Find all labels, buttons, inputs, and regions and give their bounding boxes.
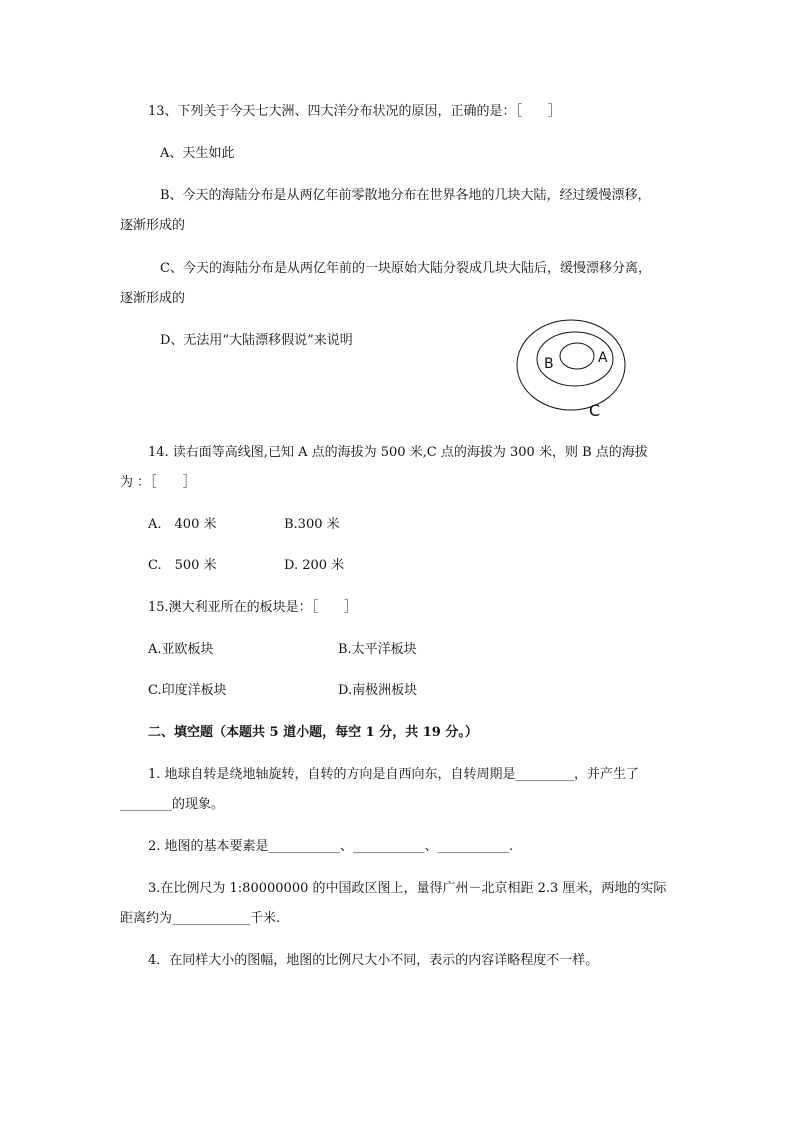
- q13-option-c-line2: 逐渐形成的: [120, 291, 186, 306]
- contour-diagram: [515, 318, 635, 428]
- q15-option-a: A.亚欧板块: [148, 642, 214, 657]
- fill2: 2. 地图的基本要素是___________、___________、___________.: [148, 839, 514, 854]
- fill1-line1: 1. 地球自转是绕地轴旋转，自转的方向是自西向东，自转周期是_________，并产生了: [148, 767, 640, 782]
- fill4: 4．在同样大小的图幅，地图的比例尺大小不同，表示的内容详略程度不一样。: [148, 953, 599, 968]
- q14-option-d: D. 200 米: [284, 558, 345, 573]
- q15-option-d: D.南极洲板块: [338, 683, 418, 698]
- q13-option-d: D、无法用“大陆漂移假说”来说明: [160, 333, 353, 348]
- contour-inner: [560, 343, 594, 369]
- fill3-line1: 3.在比例尺为 1:80000000 的中国政区图上，量得广州－北京相距 2.3 厘米，两地的实际: [148, 881, 667, 896]
- q13-option-a: A、天生如此: [160, 146, 235, 161]
- fill1-line2: ________的现象。: [120, 797, 225, 812]
- q14-option-c: C. 500 米: [148, 558, 217, 573]
- q15-stem: 15.澳大利亚所在的板块是：［ ］: [148, 600, 358, 615]
- q14-stem-line2: 为 ：［ ］: [120, 475, 196, 490]
- label-c: C: [589, 401, 601, 420]
- q14-stem-line1: 14. 读右面等高线图,已知 A 点的海拔为 500 米,C 点的海拔为 300 米，则 B 点的海拔: [148, 445, 648, 460]
- q13-option-c-line1: C、今天的海陆分布是从两亿年前的一块原始大陆分裂成几块大陆后，缓慢漂移分离，: [160, 261, 651, 276]
- contour-outer: [517, 320, 625, 410]
- label-a: A: [598, 350, 608, 366]
- q13-option-b-line1: B、今天的海陆分布是从两亿年前零散地分布在世界各地的几块大陆，经过缓慢漂移，: [160, 188, 651, 203]
- section2-title: 二、填空题（本题共 5 道小题，每空 1 分，共 19 分。）: [148, 725, 478, 740]
- fill3-line2: 距离约为____________千米.: [120, 911, 281, 926]
- q13-option-b-line2: 逐渐形成的: [120, 218, 186, 233]
- q15-option-c: C.印度洋板块: [148, 683, 227, 698]
- q14-option-b: B.300 米: [284, 517, 340, 532]
- q14-option-a: A. 400 米: [148, 517, 217, 532]
- q15-option-b: B.太平洋板块: [338, 642, 417, 657]
- label-b: B: [544, 356, 554, 372]
- q13-stem: 13、下列关于今天七大洲、四大洋分布状况的原因，正确的是：［ ］: [148, 104, 562, 119]
